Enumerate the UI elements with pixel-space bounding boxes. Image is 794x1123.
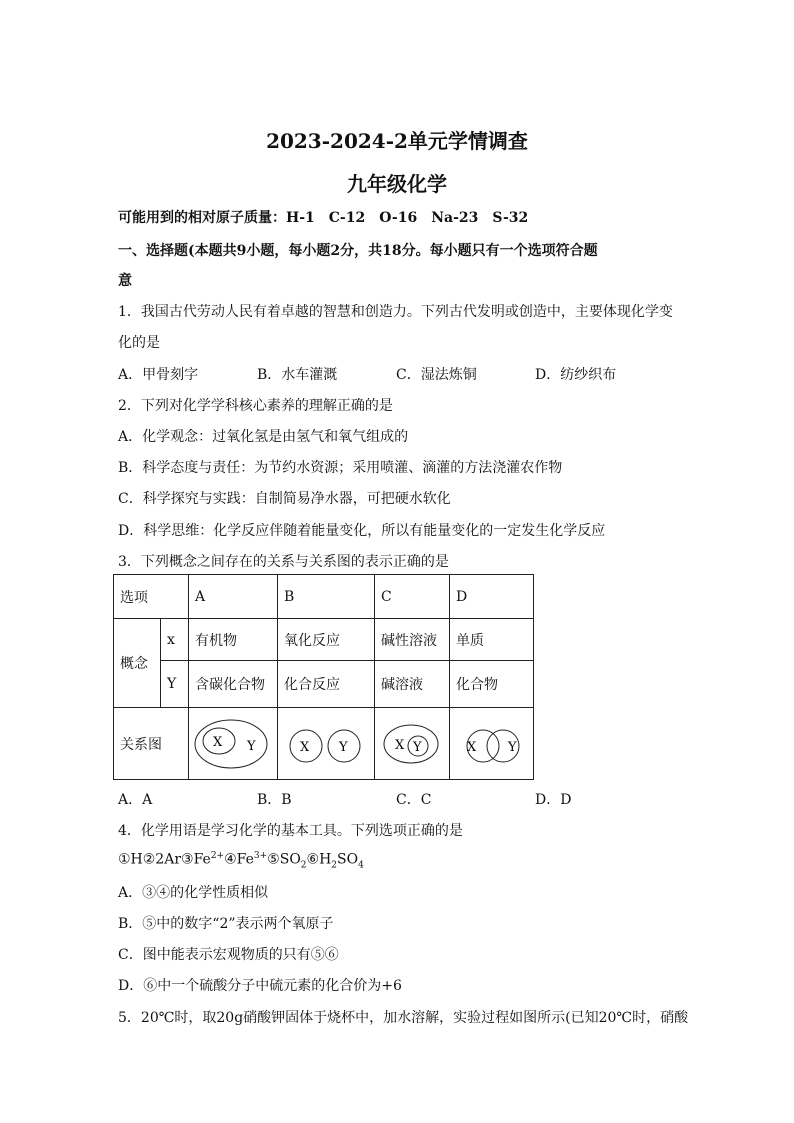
atomic-masses: 可能用到的相对原子质量：H-1 C-12 O-16 Na-23 S-32 [118,210,529,226]
q4-formulas [118,851,364,870]
q2-option-a[interactable]: A．化学观念：过氧化氢是由氢气和氧气组成的 [118,429,409,445]
x-value-d: 单质 [450,619,534,661]
venn-diagram-d [450,713,533,775]
venn-cell-b [278,708,375,780]
formula-charge-fe2: 2+ [210,851,225,861]
q4-option-a[interactable]: A．③④的化学性质相似 [118,885,269,901]
table-col-b: B [278,575,375,619]
section-heading-line2: 意 [118,273,132,289]
y-value-a: 含碳化合物 [189,661,278,708]
q2-option-c[interactable]: C．科学探究与实践：自制简易净水器，可把硬水软化 [118,491,451,507]
concept-label: 概念 [114,619,161,708]
section-heading-line1: 一、选择题(本题共9小题，每小题2分，共18分。每小题只有一个选项符合题 [118,243,598,259]
q3-option-a[interactable]: A．A [118,792,153,808]
venn-d-y: Y [508,739,517,755]
table-header-label: 选项 [114,575,189,619]
y-value-d: 化合物 [450,661,534,708]
q1-option-a[interactable]: A．甲骨刻字 [118,367,199,383]
q2-stem: 2．下列对化学学科核心素养的理解正确的是 [118,398,393,414]
venn-diagram-a [189,713,277,775]
q1-stem-line2: 化的是 [118,335,160,351]
q3-option-b[interactable]: B．B [257,792,292,808]
q3-option-d[interactable]: D．D [535,792,572,808]
q4-option-b[interactable]: B．⑤中的数字“2”表示两个氧原子 [118,916,334,932]
diagram-label: 关系图 [114,708,189,780]
q3-stem: 3．下列概念之间存在的关系与关系图的表示正确的是 [118,554,449,570]
formula-part-5: SO [337,851,359,868]
table-col-d: D [450,575,534,619]
venn-diagram-c [375,713,449,775]
venn-b-x: X [300,739,310,755]
q1-stem-line1: 1．我国古代劳动人民有着卓越的智慧和创造力。下列古代发明或创造中，主要体现化学变 [118,304,673,320]
venn-a-y: Y [247,738,256,754]
venn-c-x: X [395,737,405,753]
formula-part-4: ⑥H [306,851,332,868]
venn-c-y: Y [413,739,422,755]
q1-option-b[interactable]: B．水车灌溉 [257,367,338,383]
formula-sub-h2: 2 [331,860,338,871]
venn-b-y: Y [339,739,348,755]
concept-table [113,574,534,780]
x-value-b: 氧化反应 [278,619,375,661]
row-y-label: Y [161,661,189,708]
venn-diagram-b [278,713,374,775]
venn-cell-d [450,708,534,780]
exam-title: 2023-2024-2单元学情调查 [266,129,528,153]
q4-option-d[interactable]: D．⑥中一个硫酸分子中硫元素的化合价为+6 [118,978,402,994]
venn-cell-c [375,708,450,780]
q4-option-c[interactable]: C．图中能表示宏观物质的只有⑤⑥ [118,947,339,963]
q4-stem: 4．化学用语是学习化学的基本工具。下列选项正确的是 [118,823,463,839]
x-value-a: 有机物 [189,619,278,661]
row-x-label: x [161,619,189,661]
exam-subject: 九年级化学 [347,172,447,196]
formula-charge-fe3: 3+ [253,851,268,861]
venn-cell-a [189,708,278,780]
q5-stem: 5．20℃时，取20g硝酸钾固体于烧杯中，加水溶解，实验过程如图所示(已知20℃时，硝酸 [118,1010,689,1026]
y-value-c: 碱溶液 [375,661,450,708]
q1-option-d[interactable]: D．纺纱织布 [535,367,617,383]
formula-sub-so4: 4 [358,860,364,871]
formula-sub-so2: 2 [300,860,307,871]
q1-option-c[interactable]: C．湿法炼铜 [396,367,477,383]
venn-d-x: X [467,739,477,755]
q3-option-c[interactable]: C．C [396,792,432,808]
venn-a-outer [195,720,267,768]
q2-option-b[interactable]: B．科学态度与责任：为节约水资源；采用喷灌、滴灌的方法浇灌农作物 [118,460,563,476]
formula-part-1: ①H②2Ar③Fe [118,851,211,868]
formula-part-2: ④Fe [224,851,254,868]
x-value-c: 碱性溶液 [375,619,450,661]
y-value-b: 化合反应 [278,661,375,708]
venn-a-x: X [213,734,223,750]
q2-option-d[interactable]: D．科学思维：化学反应伴随着能量变化，所以有能量变化的一定发生化学反应 [118,523,606,539]
table-col-a: A [189,575,278,619]
table-col-c: C [375,575,450,619]
venn-c-outer [384,725,438,763]
formula-part-3: ⑤SO [267,851,301,868]
